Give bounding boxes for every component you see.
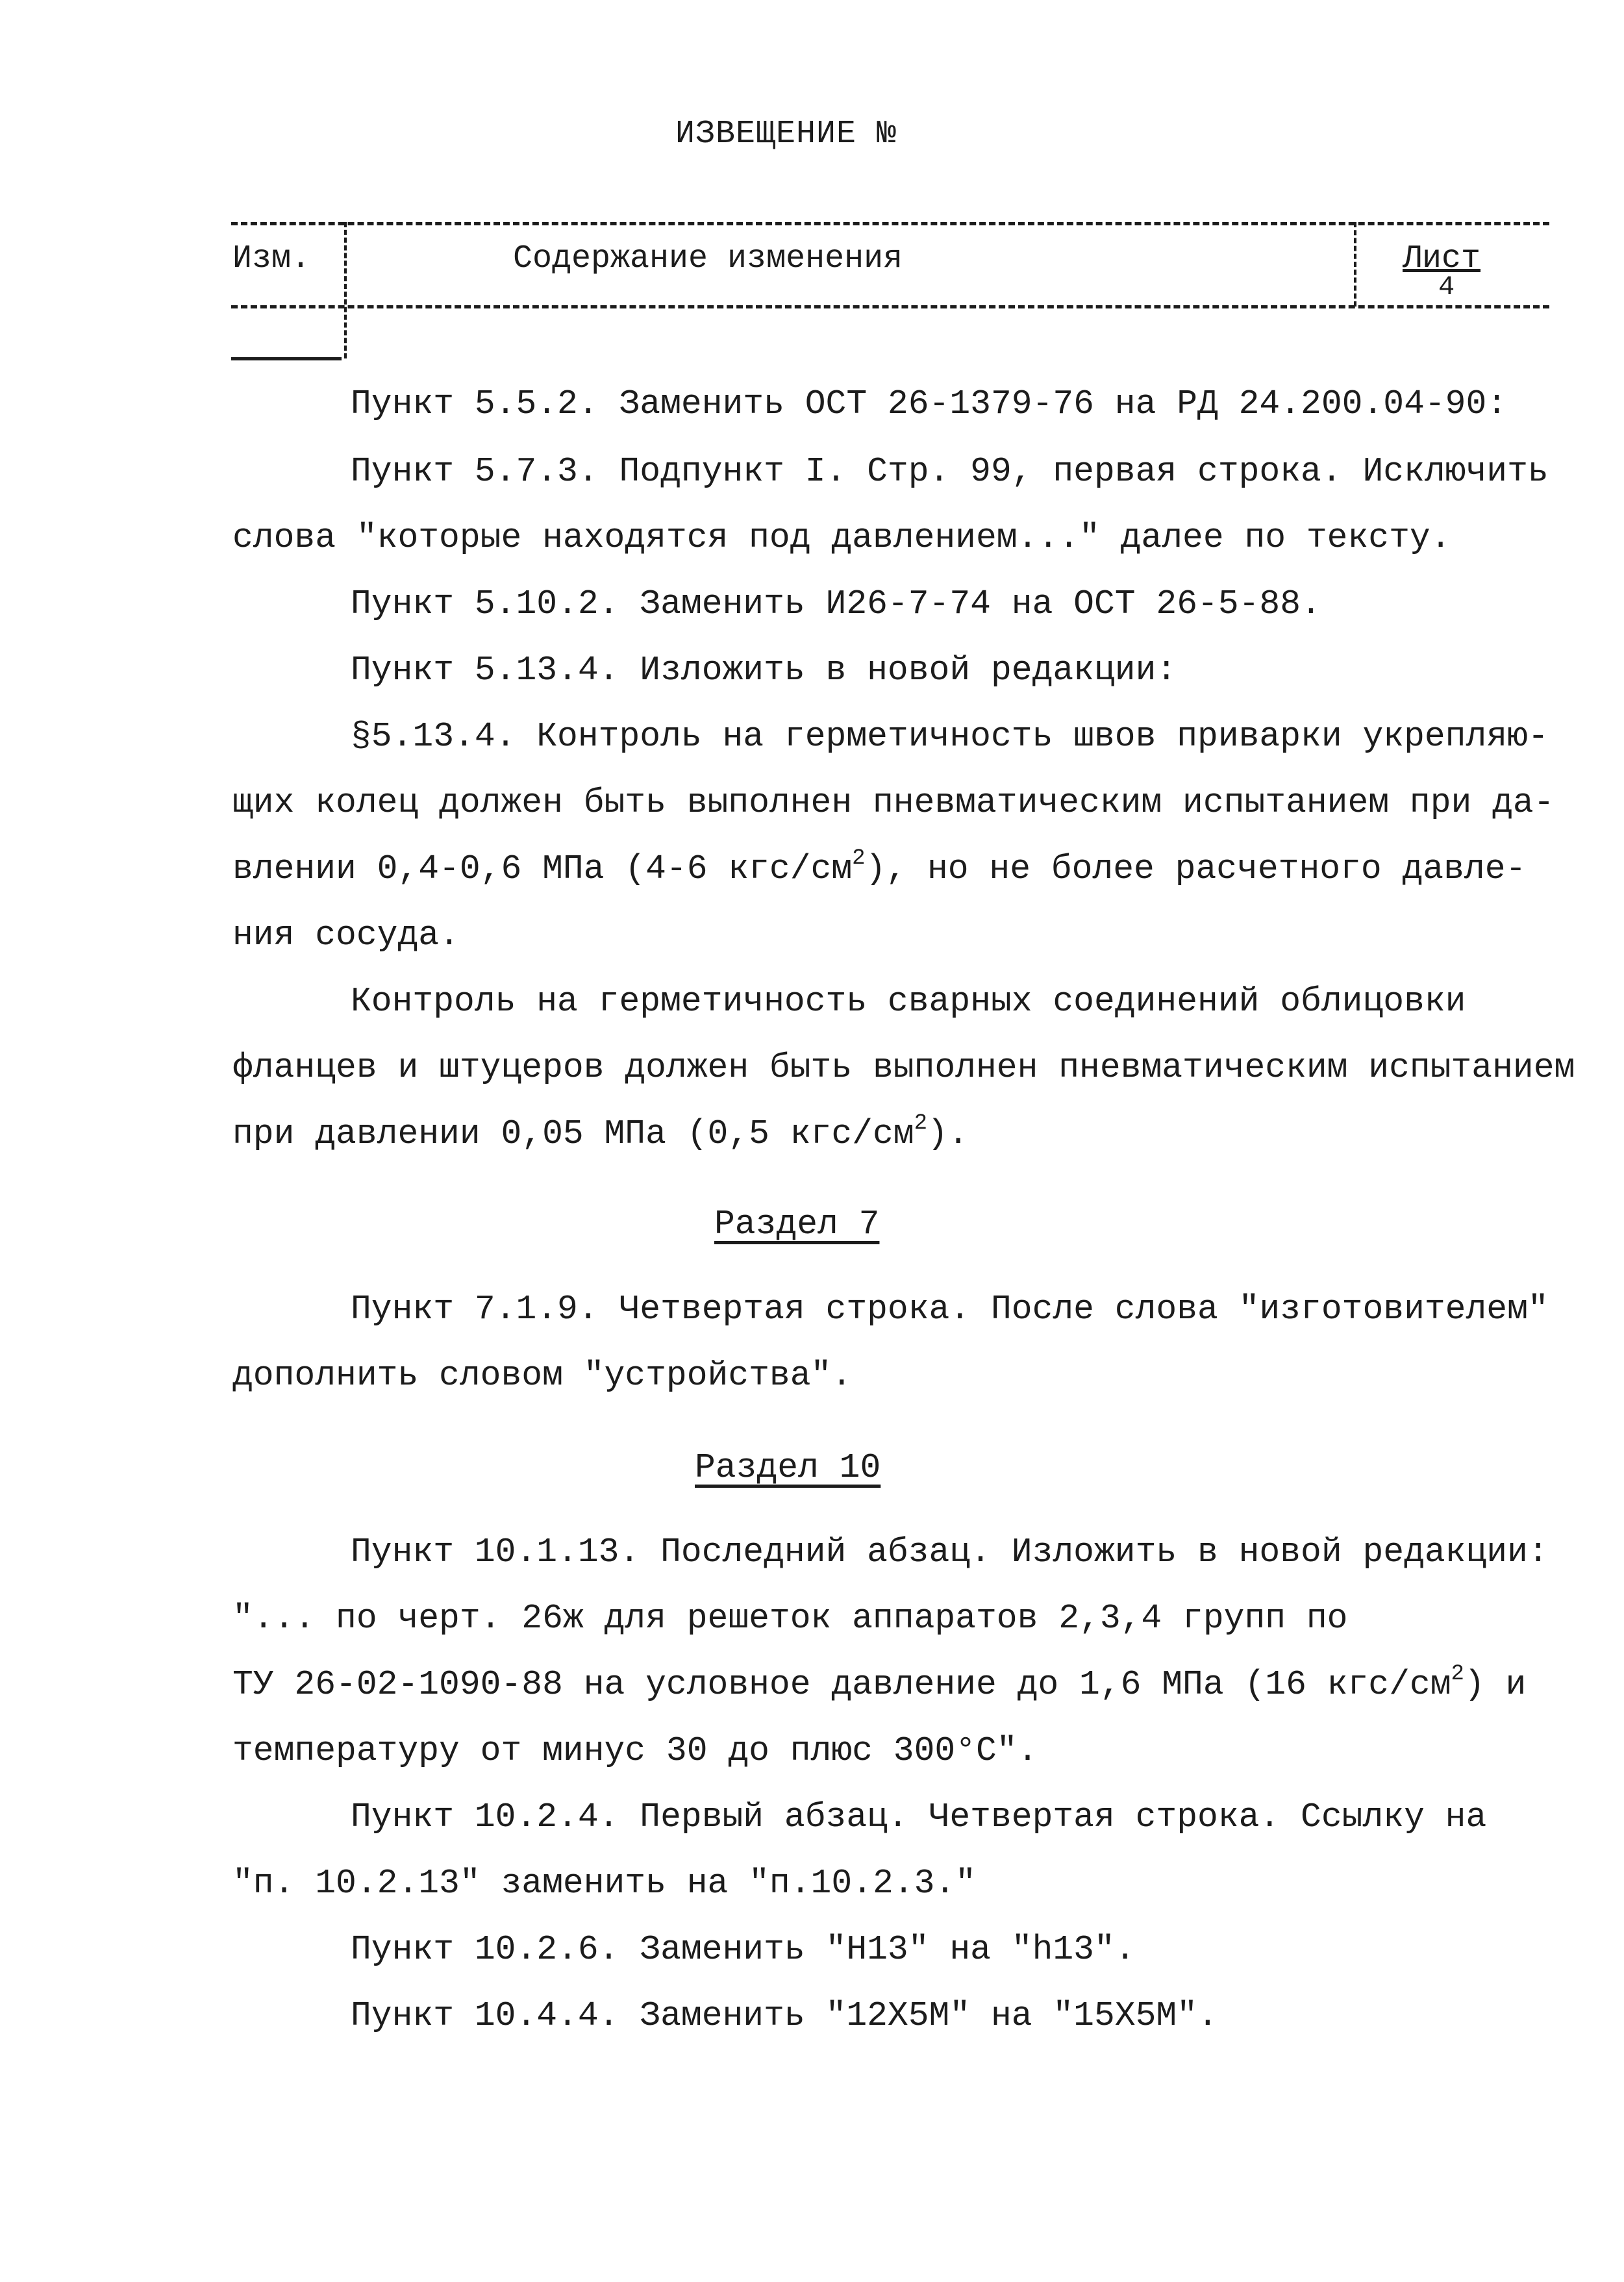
text-line-with-superscript (232, 1111, 1624, 1153)
text-line: Пункт 5.10.2. Заменить И26-7-74 на ОСТ 26-5-88. (351, 584, 1321, 623)
page-title: ИЗВЕЩЕНИЕ № (675, 116, 897, 153)
text-fragment: влении 0,4-0,6 МПа (4-6 кгс/см (232, 849, 853, 888)
superscript: 2 (852, 846, 866, 871)
text-line: Пункт 10.2.4. Первый абзац. Четвертая строка. Ссылку на (351, 1798, 1487, 1837)
text-line: Контроль на герметичность сварных соединений облицовки (351, 982, 1466, 1021)
text-line: слова "которые находятся под давлением..." далее по тексту. (232, 518, 1451, 557)
section-heading: Раздел 10 (695, 1448, 881, 1487)
text-line-with-superscript (232, 1662, 1624, 1704)
sheet-number: 4 (1438, 271, 1455, 303)
text-line-with-superscript (232, 846, 1624, 888)
text-line: "п. 10.2.13" заменить на "п.10.2.3." (232, 1864, 976, 1903)
header-top-rule (231, 222, 1549, 225)
header-bottom-rule (231, 305, 1549, 308)
text-fragment: при давлении 0,05 МПа (0,5 кгс/см (232, 1114, 914, 1153)
text-fragment: ), но не более расчетного давле- (865, 849, 1527, 888)
text-line: температуру от минус 30 до плюс 300°С". (232, 1731, 1038, 1770)
text-line: щих колец должен быть выполнен пневматическим испытанием при да- (232, 783, 1555, 822)
text-line: Пункт 10.4.4. Заменить "12Х5М" на "15Х5М". (351, 1996, 1218, 2035)
column-change: Изм. (232, 240, 311, 277)
text-line: "... по черт. 26ж для решеток аппаратов 2,3,4 групп по (232, 1599, 1348, 1638)
text-line: Пункт 5.13.4. Изложить в новой редакции: (351, 651, 1177, 690)
text-line: ния сосуда. (232, 916, 460, 955)
text-fragment: ). (927, 1114, 969, 1153)
superscript: 2 (914, 1111, 927, 1136)
text-line: Пункт 7.1.9. Четвертая строка. После слова "изготовителем" (351, 1290, 1549, 1329)
text-fragment: ) и (1464, 1665, 1527, 1704)
section-heading: Раздел 7 (714, 1205, 880, 1244)
text-line: фланцев и штуцеров должен быть выполнен пневматическим испытанием (232, 1048, 1575, 1087)
text-line: Пункт 10.1.13. Последний абзац. Изложить в новой редакции: (351, 1533, 1549, 1572)
superscript: 2 (1451, 1662, 1464, 1686)
text-line: Пункт 5.5.2. Заменить ОСТ 26-1379-76 на РД 24.200.04-90: (351, 384, 1508, 423)
text-line: дополнить словом "устройства". (232, 1356, 853, 1395)
text-line: §5.13.4. Контроль на герметичность швов приварки укрепляю- (351, 717, 1549, 756)
header-divider-right (1354, 222, 1356, 307)
text-line: Пункт 10.2.6. Заменить "Н13" на "h13". (351, 1930, 1136, 1969)
column-sheet: Лист (1403, 240, 1481, 277)
column-content: Содержание изменения (513, 240, 903, 277)
header-divider-left (344, 222, 347, 358)
text-line: Пункт 5.7.3. Подпункт I. Стр. 99, первая строка. Исключить (351, 452, 1549, 491)
text-fragment: ТУ 26-02-1090-88 на условное давление до 1,6 МПа (16 кгс/см (232, 1665, 1451, 1704)
header-small-rule (231, 357, 342, 360)
